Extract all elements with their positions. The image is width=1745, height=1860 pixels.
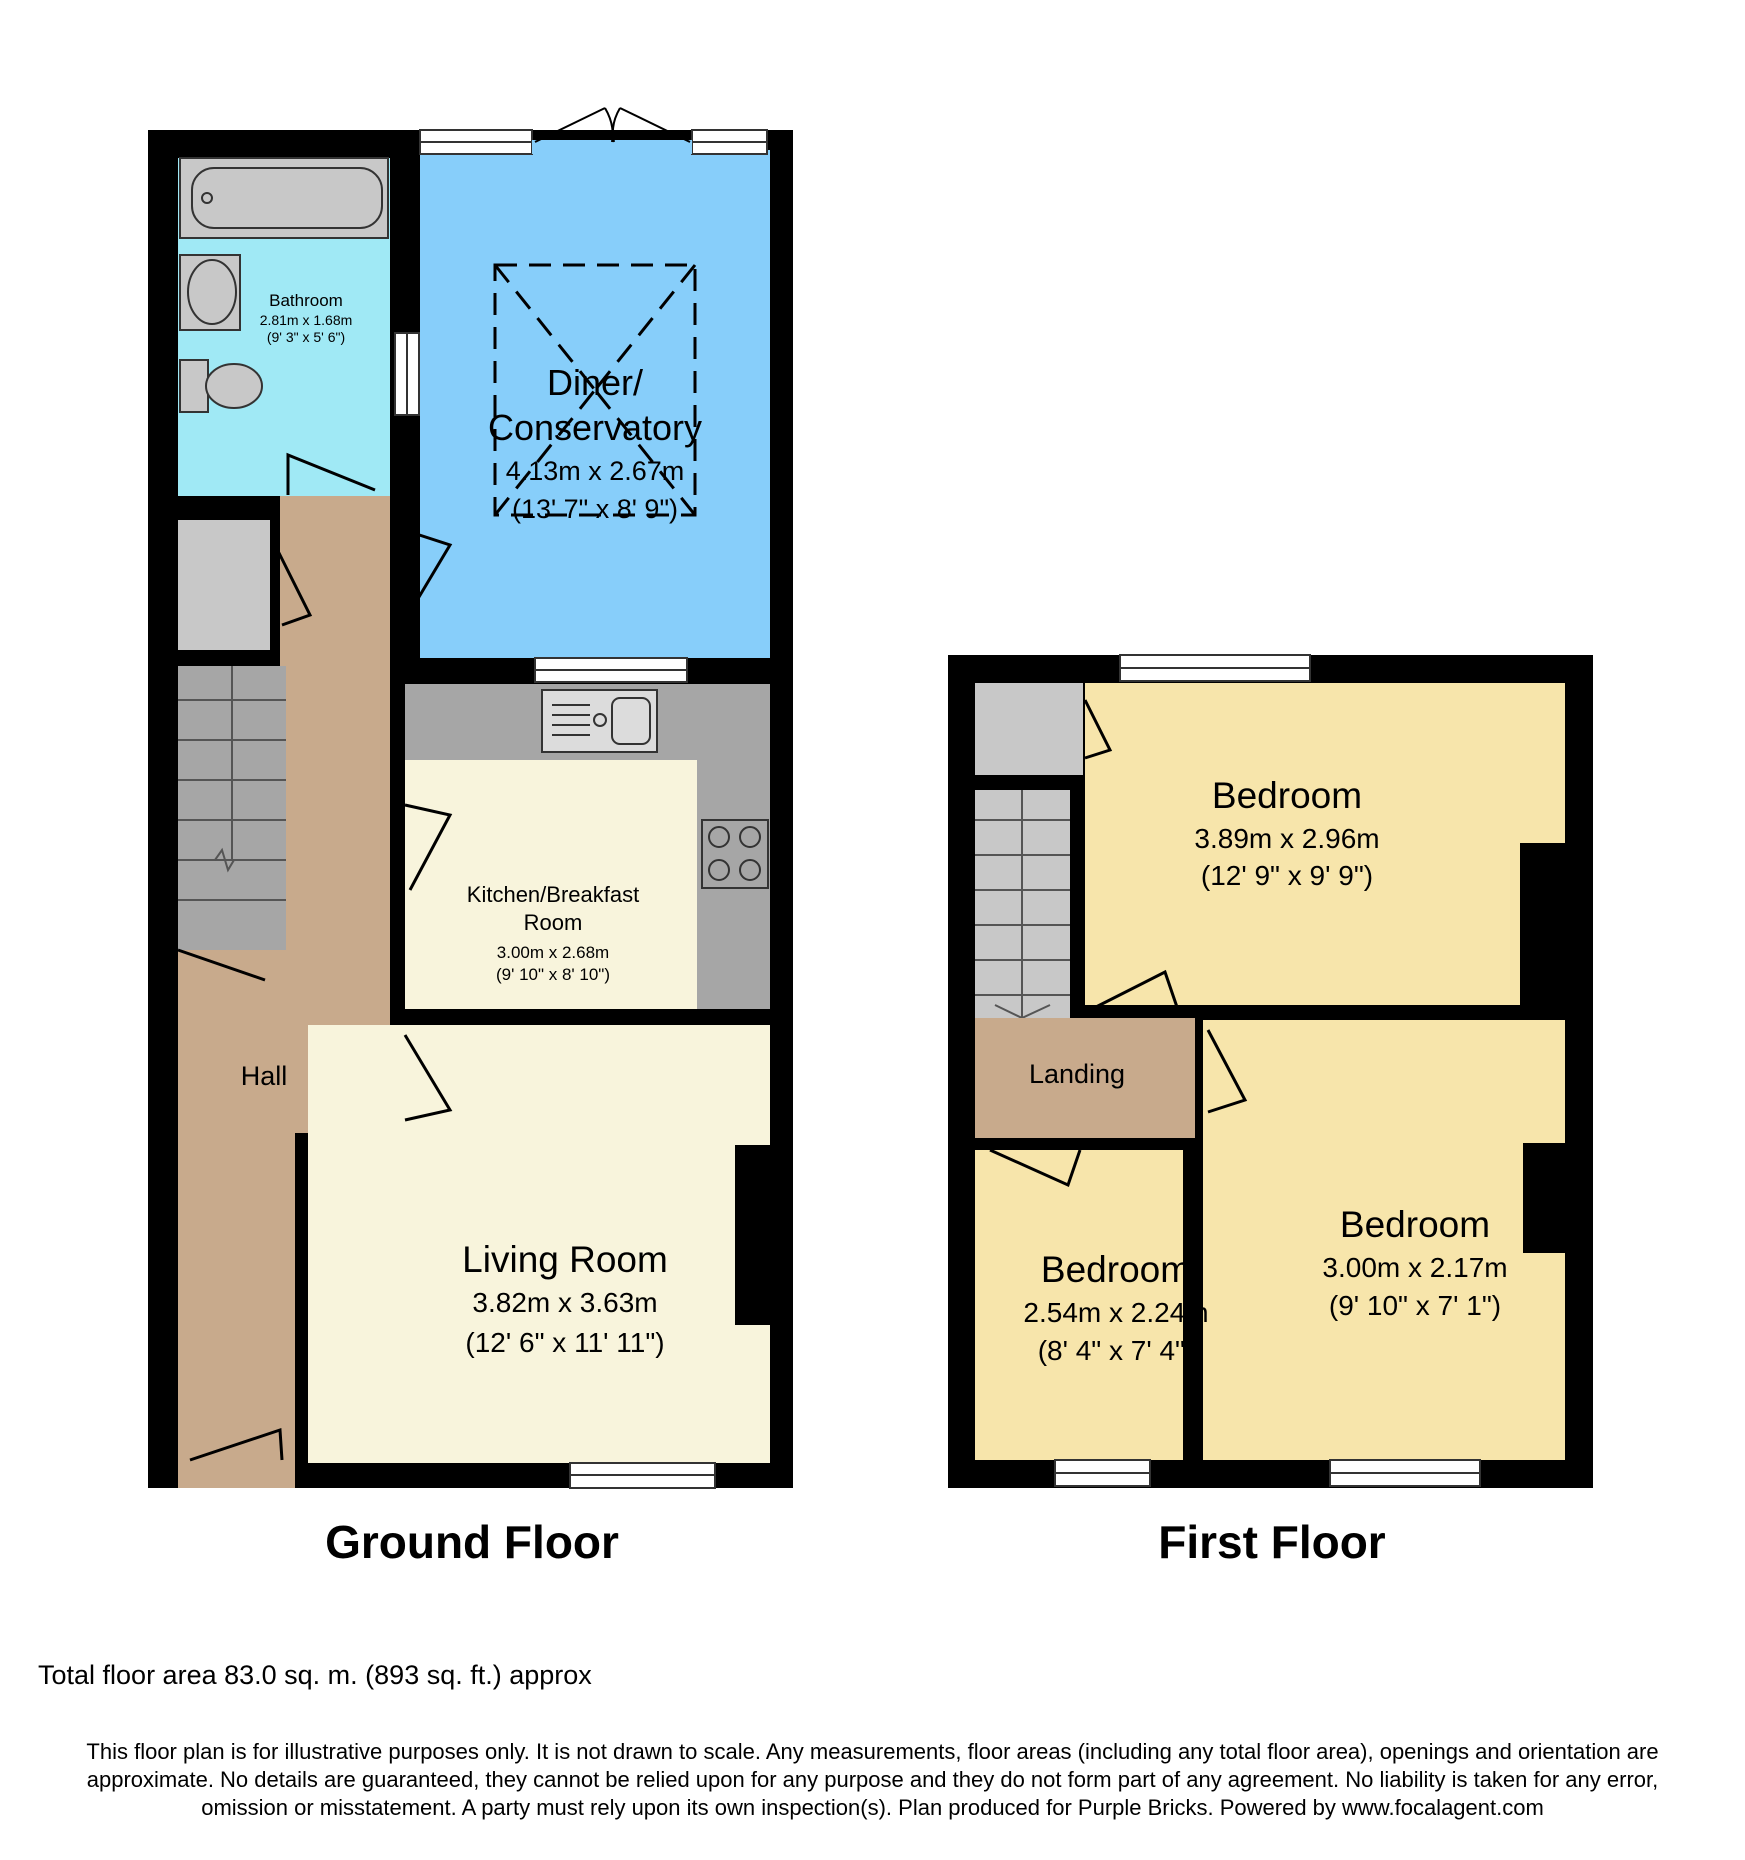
disclaimer-text xyxy=(20,1738,1725,1822)
bathroom-metric: 2.81m x 1.68m xyxy=(259,312,353,328)
bedroom-3-name: Bedroom xyxy=(1040,1249,1192,1290)
ground-floor-plan xyxy=(148,108,793,1488)
kitchen-imperial: (9' 10" x 8' 10") xyxy=(495,965,611,984)
diner-name-line2: Conservatory xyxy=(487,407,703,448)
bedroom-1-imperial: (12' 9" x 9' 9") xyxy=(1200,860,1374,891)
diner-metric: 4.13m x 2.67m xyxy=(505,456,685,486)
bathroom-imperial: (9' 3" x 5' 6") xyxy=(266,329,346,345)
landing-name: Landing xyxy=(1028,1059,1126,1089)
bedroom-2-imperial: (9' 10" x 7' 1") xyxy=(1328,1290,1502,1321)
bedroom-3-imperial: (8' 4" x 7' 4") xyxy=(1037,1335,1195,1366)
kitchen-name-line1: Kitchen/Breakfast xyxy=(466,882,640,907)
bathtub-icon xyxy=(180,158,388,238)
cupboard-area xyxy=(178,520,270,650)
chimney-breast xyxy=(735,1145,775,1325)
bedroom-2-chimney xyxy=(1523,1143,1568,1253)
basin-icon xyxy=(180,255,240,330)
sink-icon xyxy=(542,690,657,752)
bedroom-1-name: Bedroom xyxy=(1211,775,1363,816)
diner-name-line1: Diner/ xyxy=(546,362,644,403)
staircase-icon xyxy=(178,666,286,950)
bedroom-1-chimney xyxy=(1520,843,1568,1008)
disclaimer-line: omission or misstatement. A party must rely upon its own inspection(s). Plan produced for Purple Bricks. Powered by www.focalagent.com xyxy=(201,1795,1544,1820)
bedroom-1-metric: 3.89m x 2.96m xyxy=(1194,823,1380,854)
kitchen-metric: 3.00m x 2.68m xyxy=(496,943,610,962)
ff-cupboard-area xyxy=(975,683,1083,775)
ground-floor-title: Ground Floor xyxy=(325,1516,619,1568)
diner-imperial: (13' 7" x 8' 9") xyxy=(511,494,679,524)
bedroom-2-metric: 3.00m x 2.17m xyxy=(1322,1252,1508,1283)
hall-name: Hall xyxy=(240,1061,288,1091)
disclaimer-line: This floor plan is for illustrative purposes only. It is not drawn to scale. Any measurements, floor areas (including any total floor area), openings and orientation are xyxy=(86,1739,1659,1764)
ff-staircase-icon xyxy=(975,790,1070,1018)
total-floor-area: Total floor area 83.0 sq. m. (893 sq. ft.) approx xyxy=(38,1660,592,1690)
bathroom-name: Bathroom xyxy=(269,291,343,310)
toilet-icon xyxy=(180,360,262,412)
disclaimer-line: approximate. No details are guaranteed, they cannot be relied upon for any purpose and they do not form part of any agreement. No liability is taken for any error, xyxy=(86,1767,1659,1792)
diner-conservatory-area xyxy=(420,150,770,658)
bedroom-3-metric: 2.54m x 2.24m xyxy=(1023,1297,1209,1328)
french-doors-icon xyxy=(532,108,692,154)
kitchen-name-line2: Room xyxy=(523,910,583,935)
first-floor-title: First Floor xyxy=(1158,1516,1386,1568)
living-room-metric: 3.82m x 3.63m xyxy=(472,1287,658,1318)
living-room-name: Living Room xyxy=(462,1239,668,1280)
bedroom-2-name: Bedroom xyxy=(1339,1204,1491,1245)
hob-icon xyxy=(702,820,768,888)
living-room-imperial: (12' 6" x 11' 11") xyxy=(465,1327,665,1358)
hall-lower-area xyxy=(178,950,295,1488)
